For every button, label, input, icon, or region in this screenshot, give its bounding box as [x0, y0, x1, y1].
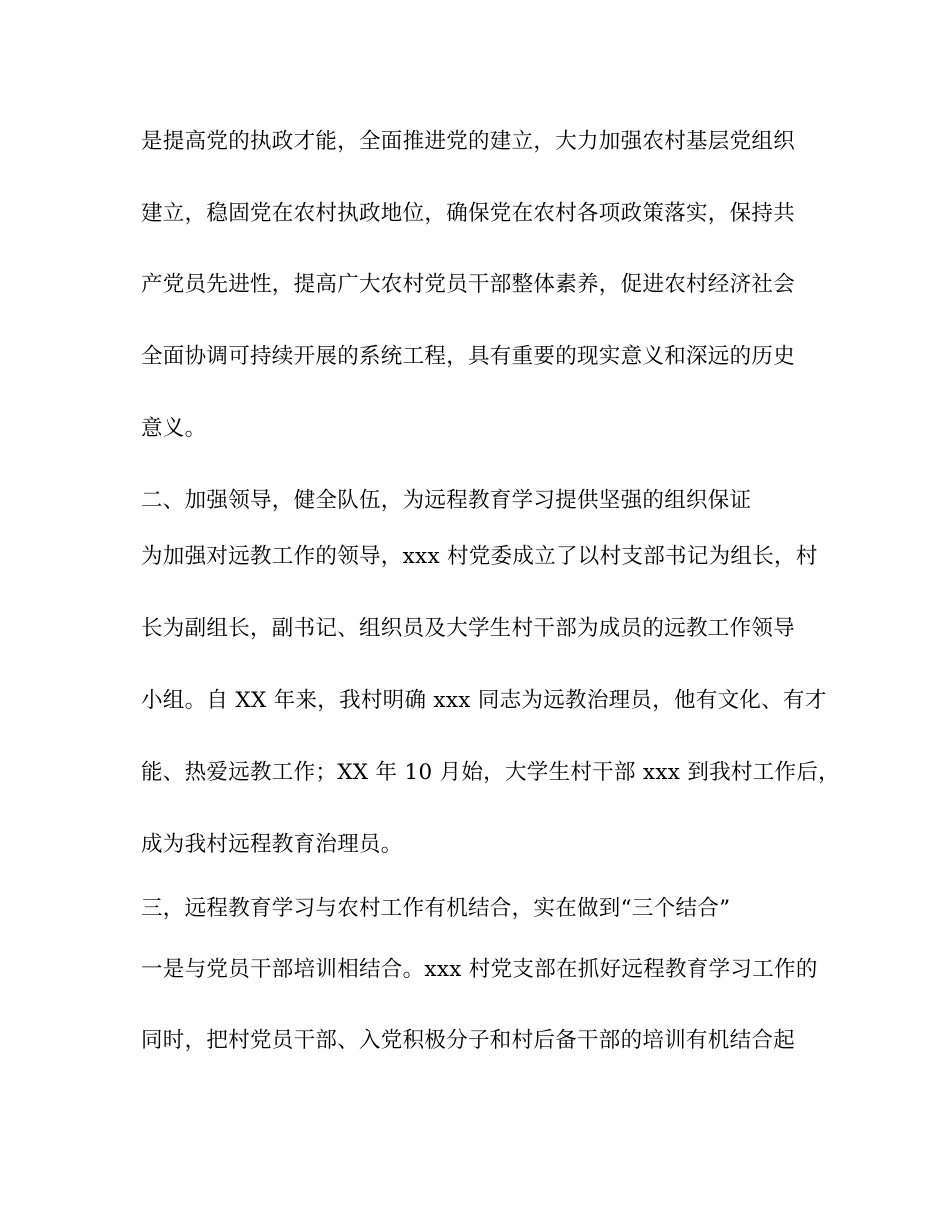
paragraph-line: 小组。自 XX 年来，我村明确 xxx 同志为远教治理员，他有文化、有才 — [141, 688, 827, 713]
paragraph-line: 成为我村远程教育治理员。 — [141, 832, 403, 857]
paragraph-line: 为加强对远教工作的领导，xxx 村党委成立了以村支部书记为组长，村 — [141, 544, 818, 569]
paragraph-line: 产党员先进性，提高广大农村党员干部整体素养，促进农村经济社会 — [141, 272, 796, 297]
section-heading: 二、加强领导，健全队伍，为远程教育学习提供坚强的组织保证 — [141, 488, 752, 513]
paragraph-line: 意义。 — [141, 416, 207, 441]
paragraph-line: 长为副组长，副书记、组织员及大学生村干部为成员的远教工作领导 — [141, 616, 796, 641]
paragraph-line: 建立，稳固党在农村执政地位，确保党在农村各项政策落实，保持共 — [141, 201, 796, 226]
paragraph-line: 是提高党的执政才能，全面推进党的建立，大力加强农村基层党组织 — [141, 129, 796, 154]
paragraph-line: 全面协调可持续开展的系统工程，具有重要的现实意义和深远的历史 — [141, 344, 796, 369]
section-heading: 三，远程教育学习与农村工作有机结合，实在做到“三个结合” — [141, 896, 731, 921]
paragraph-line: 同时，把村党员干部、入党积极分子和村后备干部的培训有机结合起 — [141, 1028, 796, 1053]
paragraph-line: 一是与党员干部培训相结合。xxx 村党支部在抓好远程教育学习工作的 — [141, 957, 818, 982]
paragraph-line: 能、热爱远教工作；XX 年 10 月始，大学生村干部 xxx 到我村工作后， — [141, 760, 840, 785]
